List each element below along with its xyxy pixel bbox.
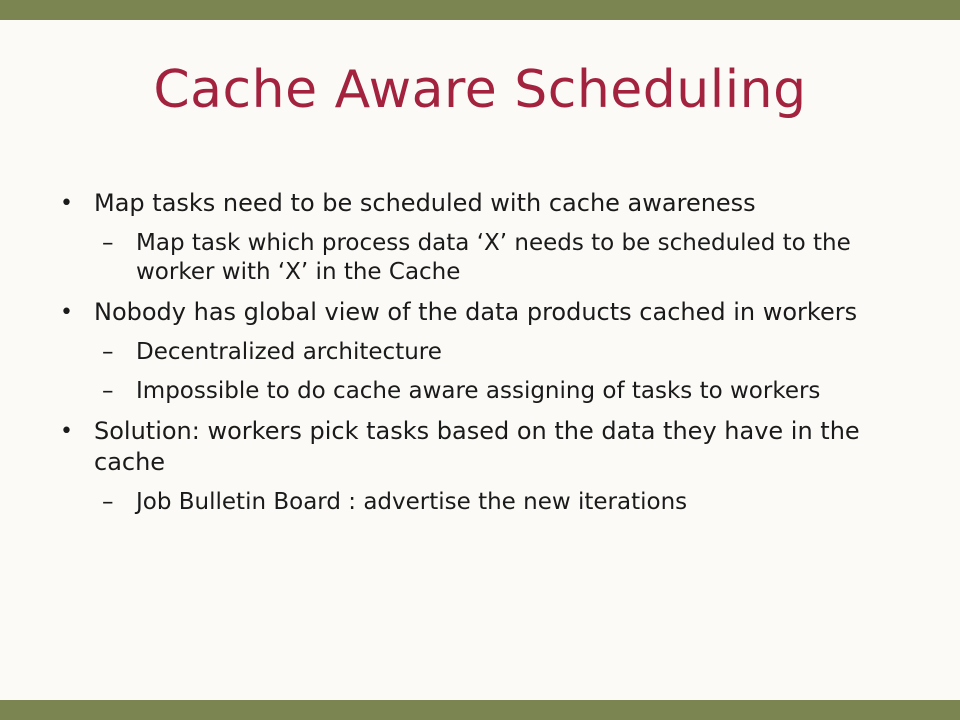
bullet-text: Map tasks need to be scheduled with cache awareness bbox=[94, 189, 756, 217]
bullet-item-1 bbox=[60, 188, 900, 219]
sub-bullet-item-3-1 bbox=[60, 488, 900, 517]
bullet-text: Solution: workers pick tasks based on the data they have in the cache bbox=[94, 417, 860, 476]
bullet-item-2 bbox=[60, 297, 900, 328]
top-frame-band bbox=[0, 0, 960, 20]
sub-bullet-text: Decentralized architecture bbox=[136, 339, 442, 365]
bullet-dot-icon: • bbox=[60, 191, 73, 216]
bullet-dot-icon: • bbox=[60, 419, 73, 444]
sub-bullet-item-2-1 bbox=[60, 338, 900, 367]
slide-canvas bbox=[0, 20, 960, 700]
slide-body bbox=[60, 188, 900, 527]
sub-bullet-item-1-1 bbox=[60, 229, 900, 287]
dash-icon: – bbox=[102, 489, 114, 515]
sub-bullet-item-2-2 bbox=[60, 377, 900, 406]
bullet-dot-icon: • bbox=[60, 300, 73, 325]
bottom-frame-band bbox=[0, 700, 960, 720]
sub-bullet-text: Job Bulletin Board : advertise the new iterations bbox=[136, 489, 688, 515]
sub-bullet-text: Impossible to do cache aware assigning of tasks to workers bbox=[136, 378, 821, 404]
bullet-item-3 bbox=[60, 416, 900, 478]
slide-title: Cache Aware Scheduling bbox=[153, 60, 807, 120]
dash-icon: – bbox=[102, 378, 114, 404]
sub-bullet-text: Map task which process data ‘X’ needs to be scheduled to the worker with ‘X’ in the Cache bbox=[136, 230, 851, 285]
dash-icon: – bbox=[102, 230, 114, 256]
dash-icon: – bbox=[102, 339, 114, 365]
bullet-text: Nobody has global view of the data products cached in workers bbox=[94, 298, 858, 326]
